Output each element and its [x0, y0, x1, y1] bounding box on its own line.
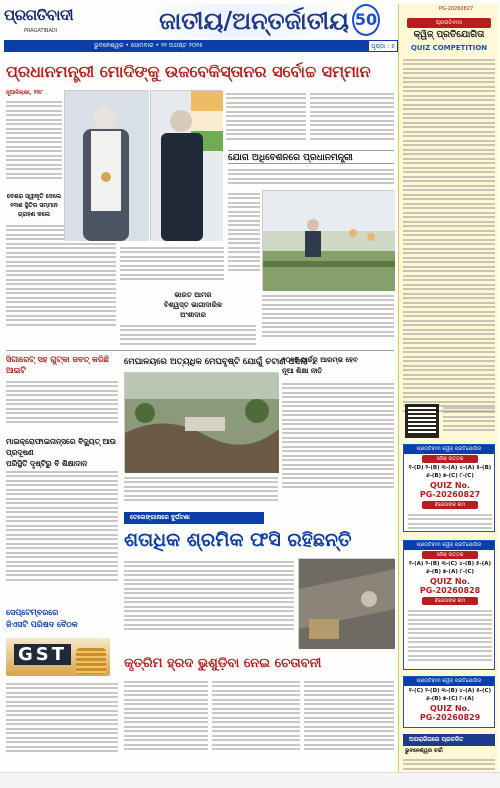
- yoga-headline[interactable]: ଯୋଗ ଅଧିବେଶନରେ ପ୍ରଧାନମନ୍ତ୍ରୀ: [228, 150, 394, 164]
- yoga-body-col2: [262, 292, 394, 348]
- quiz-number-label: QUIZ No.: [429, 577, 471, 586]
- story5-body: [124, 474, 278, 508]
- lead-box-headline: ଭାରତ ଆମର ବିଶ୍ୱସ୍ତ ଭାଗୀଦାରିକ ଅଂଶୀଦାର: [163, 290, 223, 319]
- winner-names: [408, 511, 492, 531]
- edition-number: PG-20260827: [439, 6, 474, 12]
- answer-line-2: ୬-(B) ୭-(C) ୮-(A): [426, 696, 474, 702]
- answer-head: ପ୍ରଗତିବାଦୀ କ୍ୱିଜ୍ ପ୍ରତିଯୋଗିତା: [404, 445, 494, 454]
- quiz-qr-text: [443, 404, 495, 438]
- bottom-box-headline: ଅପରାଜିତାରେ ପ୍ରଚଳିତ: [403, 734, 495, 746]
- lead-dateline: ନୂଆଦିଲ୍ଲୀ, ୨୨ା୮: [6, 90, 44, 96]
- answer-block-3: [403, 676, 495, 728]
- quiz-number-label: QUIZ No.: [429, 481, 471, 490]
- story5-side-body: [282, 380, 394, 508]
- answer-block-2: [403, 540, 495, 670]
- answer-head: ପ୍ରଗତିବାଦୀ କ୍ୱିଜ୍ ପ୍ରତିଯୋଗିତା: [404, 677, 494, 686]
- footer-strip: [0, 772, 500, 788]
- story4-body: [6, 680, 118, 770]
- answer-block-1: [403, 444, 495, 532]
- dateline: ଭୁବନେଶ୍ୱର • ସୋମବାର • ୨୨ ଅଗଷ୍ଟ ୨୦୨୫: [4, 40, 399, 52]
- yoga-body: [228, 166, 394, 188]
- lead-side-headline: ଦେଶର ସ୍ୱୀକୃତି ଦେଲେ ୧୩ଶ ସ୍ଥିତିର ସମ୍ମାନ ଗ୍ରହଣ କଲେ: [6, 193, 62, 218]
- winner-names: [408, 607, 492, 669]
- story5-photo: [124, 372, 278, 472]
- answer-head: ପ୍ରଗତିବାଦୀ କ୍ୱିଜ୍ ପ୍ରତିଯୋଗିତା: [404, 541, 494, 550]
- answer-line-1: ୧-(A) ୨-(B) ୩-(C) ୪-(B) ୫-(A): [408, 561, 492, 567]
- story7-body-col3: [304, 678, 394, 768]
- section-title: ଜାତୀୟ/ଅନ୍ତର୍ଜାତୀୟ: [154, 4, 354, 38]
- answer-label: ସଠିକ୍ ଉତ୍ତର: [422, 551, 478, 559]
- logo-subtitle: PRAGATIBADI: [24, 28, 58, 34]
- story3-headline[interactable]: ମାଇକ୍ରୋଫାଇନାନ୍ସରେ ବିଦ୍ୟୁତ୍ ଆଉ ପ୍ରଦୂଷଣ ପରିସ୍ଥିତି ଦୃଷ୍ଟିରୁ ବି ଶିକ୍ଷାଦାନ: [6, 437, 117, 468]
- story6-body: [124, 558, 294, 648]
- answer-label: ସଠିକ୍ ଉତ୍ତର: [422, 455, 478, 463]
- yoga-photo: [262, 190, 394, 290]
- story4-headline[interactable]: ସେପ୍ଟେମ୍ବରରେ ଜିଏସଟି ପରିଷଦ ବୈଠକ: [6, 607, 78, 629]
- newspaper-logo[interactable]: ପ୍ରଗତିବାଦୀ: [4, 6, 74, 24]
- story6-headline[interactable]: ଶତାଧିକ ଶ୍ରମିକ ଫସି ରହିଛନ୍ତି: [124, 529, 352, 551]
- coins-icon: [76, 648, 106, 674]
- gst-label: GST: [14, 644, 71, 665]
- lead-body-col4: [310, 90, 394, 148]
- gst-illustration: [6, 638, 110, 676]
- page-number: ପୃଷ୍ଠା : ୫: [368, 40, 398, 52]
- answer-line-1: ୧-(C) ୨-(D) ୩-(B) ୪-(A) ୫-(C): [408, 688, 492, 694]
- lead-body-col3: [226, 90, 306, 148]
- story6-kicker: ତେଲେଙ୍ଗାନାରେ ଦୁର୍ଘଟଣା: [124, 512, 264, 524]
- answer-line-2: ୬-(B) ୭-(C) ୮-(C): [426, 473, 474, 479]
- winner-label: ବିଜେତାଙ୍କ ନାମ: [422, 597, 478, 605]
- quiz-code: PG-20260829: [419, 713, 481, 722]
- story7-headline[interactable]: କୃତ୍ରିମ ହ୍ରଦ ଭୁଶୁଡ଼ିବା ନେଇ ଚେତାବନୀ: [124, 656, 322, 671]
- story5-side-headline[interactable]: ୨୦୨୫ ମାର୍ଚ୍ଚରୁ ଆରମ୍ଭ ହେବ ନୂଆ ଶିକ୍ଷା ନୀତି: [282, 355, 358, 375]
- quiz-code: PG-20260827: [419, 490, 481, 499]
- story2-body: [6, 378, 118, 432]
- quiz-questions: [403, 56, 495, 400]
- answer-line-2: ୬-(B) ୭-(A) ୮-(C): [426, 569, 474, 575]
- lead-photo-president: [150, 90, 222, 240]
- bottom-box-dateline: ଭୁବନେଶ୍ୱର ଚର୍ଚ୍ଚା: [405, 748, 443, 754]
- winner-label: ବିଜେତାଙ୍କ ନାମ: [422, 501, 478, 509]
- quiz-code: PG-20260828: [419, 586, 481, 595]
- quiz-badge: ପ୍ରଗତିବାଦୀ: [407, 18, 491, 28]
- quiz-column: [398, 4, 498, 784]
- lead-body-col6: [120, 322, 256, 348]
- quiz-number-label: QUIZ No.: [429, 704, 471, 713]
- lead-headline[interactable]: ପ୍ରଧାନମନ୍ତ୍ରୀ ମୋଦିଙ୍କୁ ଉଜବେକିସ୍ତାନର ସର୍ବୋଚ୍ଚ ସମ୍ମାନ: [6, 62, 371, 81]
- story7-body-col2: [212, 678, 300, 768]
- quiz-title: କ୍ୱିଜ୍ ପ୍ରତିଯୋଗିତା: [413, 30, 485, 40]
- story3-body: [6, 468, 118, 604]
- anniversary-emblem: 50: [352, 4, 380, 36]
- story7-body-col1: [124, 678, 208, 768]
- story6-photo: [298, 558, 394, 648]
- lead-body-col1: [6, 98, 62, 190]
- answer-line-1: ୧-(D) ୨-(B) ୩-(A) ୪-(A) ୫-(B): [408, 465, 492, 471]
- quiz-subtitle: QUIZ COMPETITION: [410, 44, 488, 52]
- lead-body-col5: [120, 244, 224, 288]
- lead-photo-modi: [64, 90, 148, 240]
- qr-code-icon[interactable]: [405, 404, 439, 438]
- story5-headline[interactable]: ମେଘାଳୟରେ ଅତ୍ୟଧିକ ମେଘବୃଷ୍ଟି ଯୋଗୁଁ ଚଟାଣ ଧସିଲା: [124, 357, 308, 367]
- yoga-body-col: [228, 190, 260, 290]
- divider: [6, 350, 394, 351]
- story2-headline[interactable]: ସିଗାରେଟ୍ ସହ ଗୁଟ୍‌କା ଜବତ୍ କରିଛି ଆଇଟି: [6, 354, 109, 375]
